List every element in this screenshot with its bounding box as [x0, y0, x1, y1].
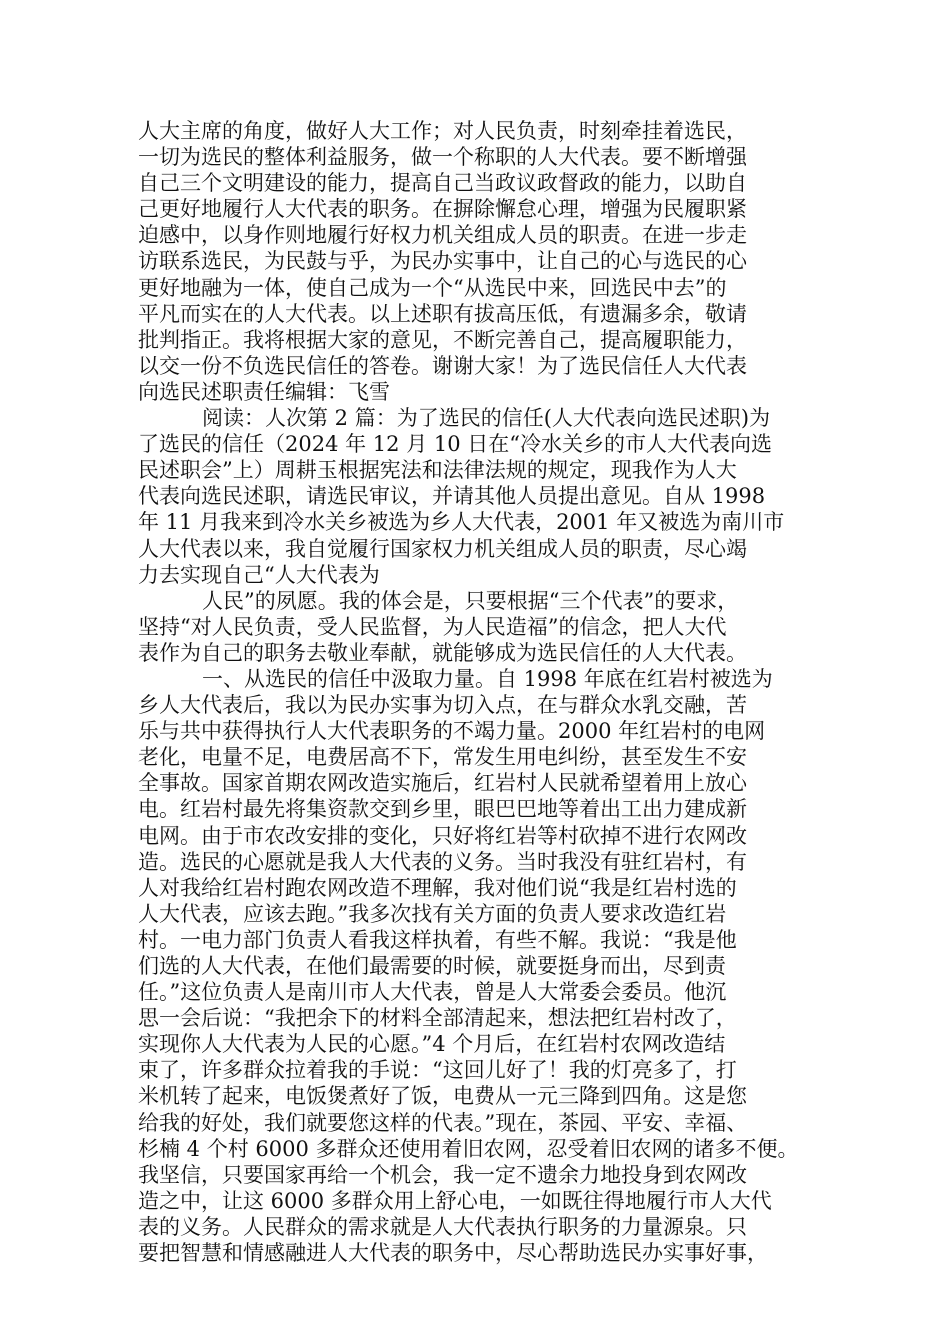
text-line: 村。一电力部门负责人看我这样执着，有些不解。我说：“我是他	[138, 927, 737, 952]
text-line: 电。红岩村最先将集资款交到乡里，眼巴巴地等着出工出力建成新	[138, 797, 747, 822]
text-line: 老化，电量不足，电费居高不下，常发生用电纠纷，甚至发生不安	[138, 745, 747, 770]
text-line: 批判指正。我将根据大家的意见，不断完善自己，提高履职能力，	[138, 327, 747, 352]
text-line: 更好地融为一体，使自己成为一个“从选民中来，回选民中去”的	[138, 275, 727, 300]
text-line: 人民”的夙愿。我的体会是，只要根据“三个代表”的要求，	[202, 588, 739, 613]
text-line: 我坚信，只要国家再给一个机会，我一定不遗余力地投身到农网改	[138, 1162, 747, 1187]
text-line: 表的义务。人民群众的需求就是人大代表执行职务的力量源泉。只	[138, 1214, 747, 1239]
text-line: 年 11 月我来到冷水关乡被选为乡人大代表，2001 年又被选为南川市	[138, 510, 785, 535]
text-line: 表作为自己的职务去敬业奉献，就能够成为选民信任的人大代表。	[138, 640, 747, 665]
text-line: 自己三个文明建设的能力，提高自己当政议政督政的能力，以助自	[138, 171, 747, 196]
paragraph-1	[138, 118, 820, 405]
text-line: 力去实现自己“人大代表为	[138, 562, 380, 587]
text-line: 全事故。国家首期农网改造实施后，红岩村人民就希望着用上放心	[138, 771, 747, 796]
text-line: 给我的好处，我们就要您这样的代表。”现在，茶园、平安、幸福、	[138, 1110, 748, 1135]
text-line: 思一会后说：“我把余下的材料全部清起来，想法把红岩村改了，	[138, 1006, 737, 1031]
paragraph-4	[138, 666, 820, 1266]
text-line: 向选民述职责任编辑：飞雪	[138, 379, 390, 404]
text-line: 平凡而实在的人大代表。以上述职有拔高压低，有遗漏多余，敬请	[138, 301, 747, 326]
text-line: 一切为选民的整体利益服务，做一个称职的人大代表。要不断增强	[138, 145, 747, 170]
text-line: 人大代表以来，我自觉履行国家权力机关组成人员的职责，尽心竭	[138, 536, 747, 561]
paragraph-2	[138, 405, 820, 588]
text-line: 访联系选民，为民鼓与乎，为民办实事中，让自己的心与选民的心	[138, 249, 747, 274]
text-line: 己更好地履行人大代表的职务。在摒除懈怠心理，增强为民履职紧	[138, 197, 747, 222]
text-line: 米机转了起来，电饭煲煮好了饭，电费从一元三降到四角。这是您	[138, 1084, 747, 1109]
text-line: 们选的人大代表，在他们最需要的时候，就要挺身而出，尽到责	[138, 954, 726, 978]
text-line: 束了，许多群众拉着我的手说：“这回儿好了！我的灯亮多了，打	[138, 1058, 737, 1083]
text-line: 阅读：人次第 2 篇：为了选民的信任(人大代表向选民述职)为	[202, 406, 771, 431]
text-line: 人对我给红岩村跑农网改造不理解，我对他们说“我是红岩村选的	[138, 875, 737, 900]
text-line: 杉楠 4 个村 6000 多群众还使用着旧农网，忍受着旧农网的诸多不便。	[138, 1136, 799, 1161]
text-line: 人大代表，应该去跑。”我多次找有关方面的负责人要求改造红岩	[138, 901, 727, 926]
text-line: 代表向选民述职，请选民审议，并请其他人员提出意见。自从 1998	[138, 484, 766, 509]
text-line: 民述职会”上）周耕玉根据宪法和法律法规的规定，现我作为人大	[138, 458, 737, 483]
text-line: 以交一份不负选民信任的答卷。谢谢大家！为了选民信任人大代表	[138, 353, 747, 378]
text-line: 造之中，让这 6000 多群众用上舒心电，一如既往得地履行市人大代	[138, 1188, 772, 1213]
text-line: 任。”这位负责人是南川市人大代表，曾是人大常委会委员。他沉	[138, 980, 727, 1005]
text-line: 迫感中，以身作则地履行好权力机关组成人员的职责。在进一步走	[138, 223, 747, 248]
text-line: 实现你人大代表为人民的心愿。”4 个月后，在红岩村农网改造结	[138, 1032, 726, 1057]
text-line: 乡人大代表后，我以为民办实事为切入点，在与群众水乳交融，苦	[138, 693, 747, 718]
document-body	[138, 118, 820, 1266]
text-line: 乐与共中获得执行人大代表职务的不竭力量。2000 年红岩村的电网	[138, 719, 766, 744]
text-line: 造。选民的心愿就是我人大代表的义务。当时我没有驻红岩村，有	[138, 849, 747, 874]
paragraph-3	[138, 588, 820, 666]
text-line: 电网。由于市农改安排的变化，只好将红岩等村砍掉不进行农网改	[138, 823, 747, 848]
text-line: 人大主席的角度，做好人大工作；对人民负责，时刻牵挂着选民，	[138, 119, 747, 143]
text-line: 坚持“对人民负责，受人民监督，为人民造福”的信念，把人大代	[138, 614, 727, 639]
text-line: 要把智慧和情感融进人大代表的职务中，尽心帮助选民办实事好事，	[138, 1241, 768, 1266]
text-line: 一、从选民的信任中汲取力量。自 1998 年底在红岩村被选为	[202, 666, 773, 691]
text-line: 了选民的信任（2024 年 12 月 10 日在“冷水关乡的市人大代表向选	[138, 432, 772, 457]
